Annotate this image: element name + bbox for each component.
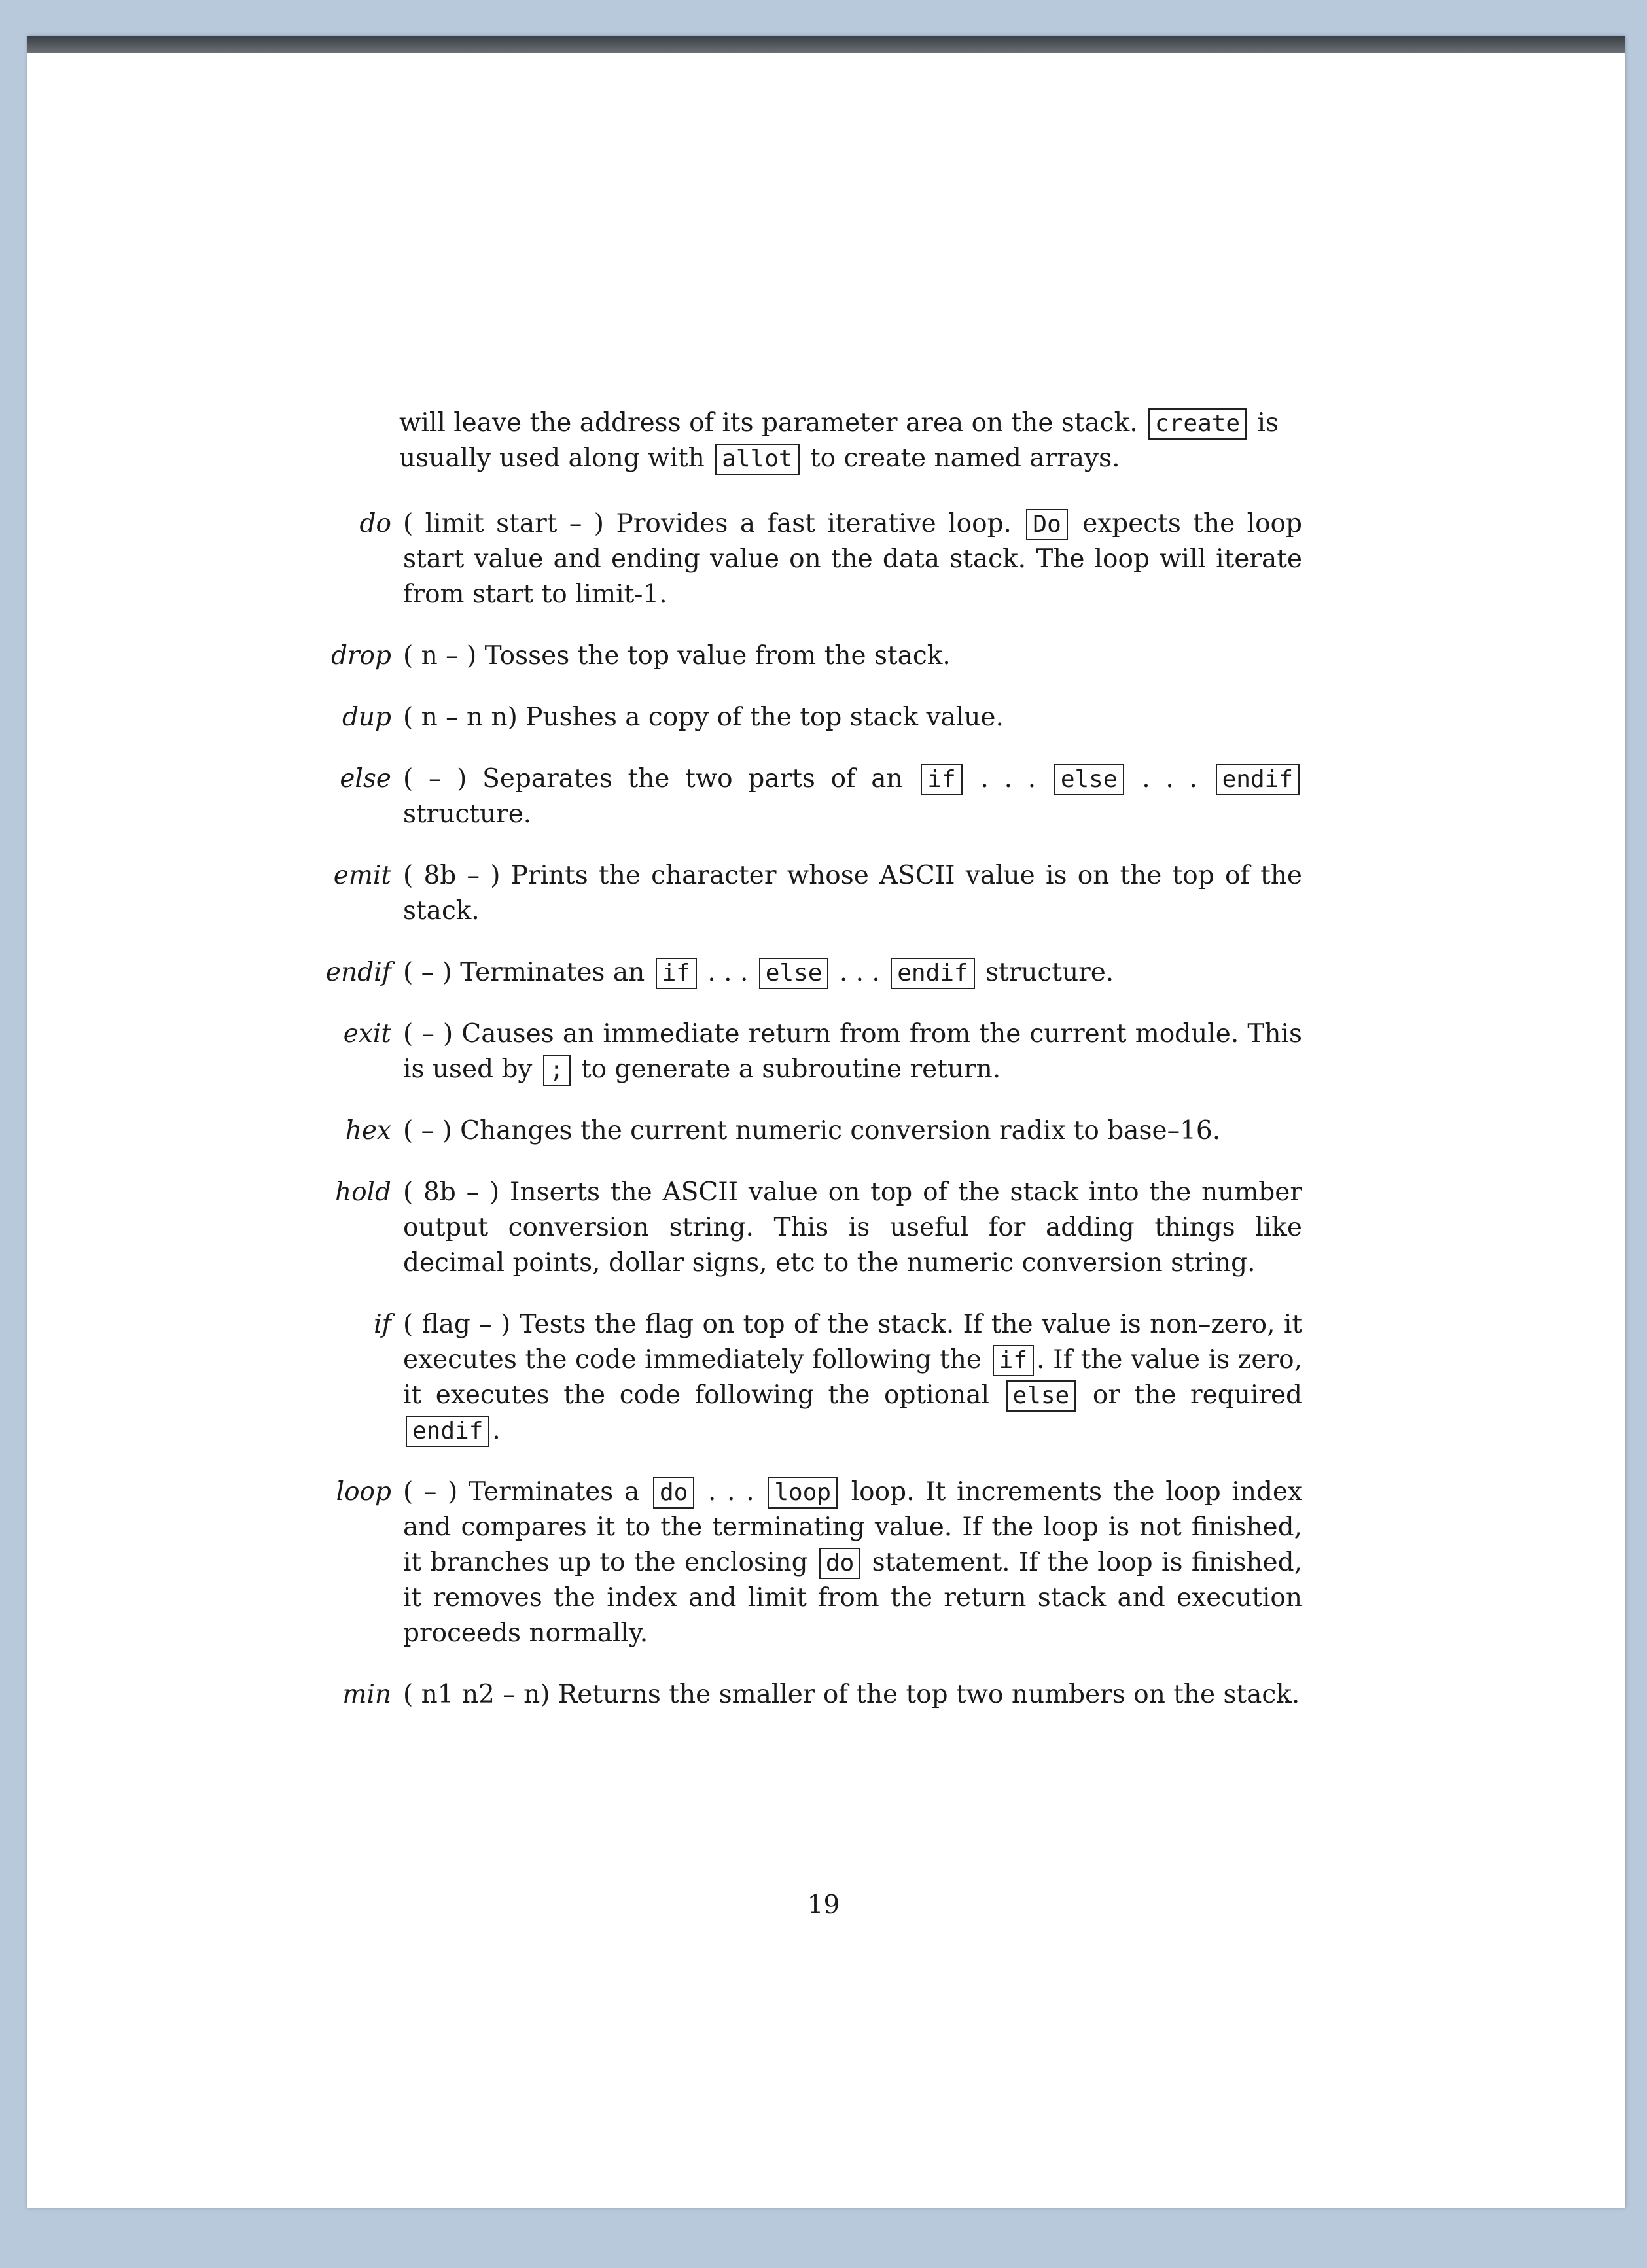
description-text: expects the loop start value and ending value on the data stack. The loop will iterate from start to limit-1. xyxy=(403,509,1302,609)
description-text: ( n – n n) Pushes a copy of the top stack value. xyxy=(403,703,1004,732)
glossary-term: do xyxy=(359,509,391,538)
glossary-entry xyxy=(308,955,1302,990)
keyword-box: do xyxy=(653,1477,694,1509)
description-text: ( 8b – ) Inserts the ASCII value on top of the stack into the number output conversion string. This is useful for adding things like decimal points, dollar signs, etc to the numeric conversion string. xyxy=(403,1178,1302,1278)
keyword-box: create xyxy=(1148,408,1247,440)
description-text: ( 8b – ) Prints the character whose ASCII value is on the top of the stack. xyxy=(403,861,1302,926)
description-text: . . . xyxy=(1126,764,1213,794)
keyword-box: if xyxy=(993,1345,1034,1376)
glossary-term: hex xyxy=(345,1116,391,1145)
glossary-term: min xyxy=(342,1680,391,1709)
glossary-description xyxy=(403,1474,1302,1651)
glossary-term: hold xyxy=(334,1178,391,1207)
glossary-entry xyxy=(308,1677,1302,1713)
description-text: . . . xyxy=(965,764,1052,794)
glossary-term: emit xyxy=(333,861,391,890)
description-text: is usually used along with xyxy=(399,408,1279,473)
description-text: . xyxy=(492,1416,501,1445)
description-text: . . . xyxy=(831,958,889,987)
description-text: ( n1 n2 – n) Returns the smaller of the top two numbers on the stack. xyxy=(403,1680,1300,1709)
glossary-entry xyxy=(308,1017,1302,1087)
glossary-entry xyxy=(308,1175,1302,1281)
glossary-entry xyxy=(308,506,1302,612)
keyword-box: else xyxy=(1054,764,1124,795)
description-text: ( – ) Separates the two parts of an xyxy=(403,764,919,794)
glossary-term: loop xyxy=(336,1477,391,1507)
glossary-description xyxy=(403,638,1302,674)
glossary-entry xyxy=(308,1474,1302,1651)
glossary-description xyxy=(403,1307,1302,1448)
description-text: statement. If the loop is finished, it removes the index and limit from the return stack and execution proceeds normally. xyxy=(403,1548,1302,1648)
glossary-term: endif xyxy=(325,958,391,987)
description-text: . . . xyxy=(699,958,756,987)
description-text: will leave the address of its parameter area on the stack. xyxy=(399,408,1146,438)
page-top-edge xyxy=(27,36,1625,53)
glossary-description xyxy=(403,1017,1302,1087)
glossary-content xyxy=(308,406,1302,1739)
description-text: . If the value is zero, it executes the code following the optional xyxy=(403,1345,1302,1410)
glossary-entry xyxy=(308,1113,1302,1149)
description-text: ( – ) Changes the current numeric conversion radix to base–16. xyxy=(403,1116,1221,1145)
description-text: ( – ) Terminates a xyxy=(403,1477,650,1507)
description-text: ( flag – ) Tests the flag on top of the stack. If the value is non–zero, it executes the code immediately following the xyxy=(403,1310,1302,1374)
glossary-description xyxy=(403,955,1302,990)
page-number: 19 xyxy=(807,1891,840,1920)
keyword-box: loop xyxy=(768,1477,838,1509)
glossary-entry xyxy=(308,1307,1302,1448)
keyword-box: allot xyxy=(715,444,799,475)
keyword-box: Do xyxy=(1026,509,1067,540)
glossary-description xyxy=(403,1113,1302,1149)
description-text: ( – ) Terminates an xyxy=(403,958,653,987)
glossary-description xyxy=(403,1677,1302,1713)
glossary-term: drop xyxy=(330,641,391,671)
keyword-box: endif xyxy=(891,958,974,989)
glossary-description xyxy=(403,700,1302,735)
glossary-description xyxy=(403,858,1302,929)
description-text: structure. xyxy=(977,958,1114,987)
keyword-box: endif xyxy=(406,1416,489,1447)
glossary-entry xyxy=(308,638,1302,674)
keyword-box: if xyxy=(921,764,962,795)
description-text: ( limit start – ) Provides a fast iterative loop. xyxy=(403,509,1024,538)
glossary-entries xyxy=(308,506,1302,1713)
keyword-box: else xyxy=(1006,1380,1076,1412)
glossary-term: dup xyxy=(342,703,391,732)
description-text: . . . xyxy=(697,1477,766,1507)
continuation-paragraph xyxy=(399,406,1302,476)
description-text: or the required xyxy=(1078,1380,1302,1410)
keyword-box: else xyxy=(759,958,829,989)
keyword-box: do xyxy=(819,1548,860,1579)
keyword-box: ; xyxy=(543,1055,571,1086)
description-text: to generate a subroutine return. xyxy=(573,1055,1001,1084)
glossary-description xyxy=(403,506,1302,612)
glossary-entry xyxy=(308,761,1302,832)
description-text: ( n – ) Tosses the top value from the stack. xyxy=(403,641,951,671)
glossary-term: exit xyxy=(343,1019,391,1049)
glossary-description xyxy=(403,1175,1302,1281)
description-text: loop. It increments the loop index and compares it to the terminating value. If the loop is not finished, it branches up to the enclosing xyxy=(403,1477,1302,1577)
description-text: to create named arrays. xyxy=(802,444,1120,473)
glossary-entry xyxy=(308,858,1302,929)
glossary-description xyxy=(403,761,1302,832)
keyword-box: if xyxy=(656,958,697,989)
glossary-term: else xyxy=(340,764,391,794)
glossary-term: if xyxy=(374,1310,391,1339)
glossary-entry xyxy=(308,700,1302,735)
description-text: structure. xyxy=(403,799,532,829)
keyword-box: endif xyxy=(1216,764,1300,795)
description-text: ( – ) Causes an immediate return from from the current module. This is used by xyxy=(403,1019,1302,1084)
